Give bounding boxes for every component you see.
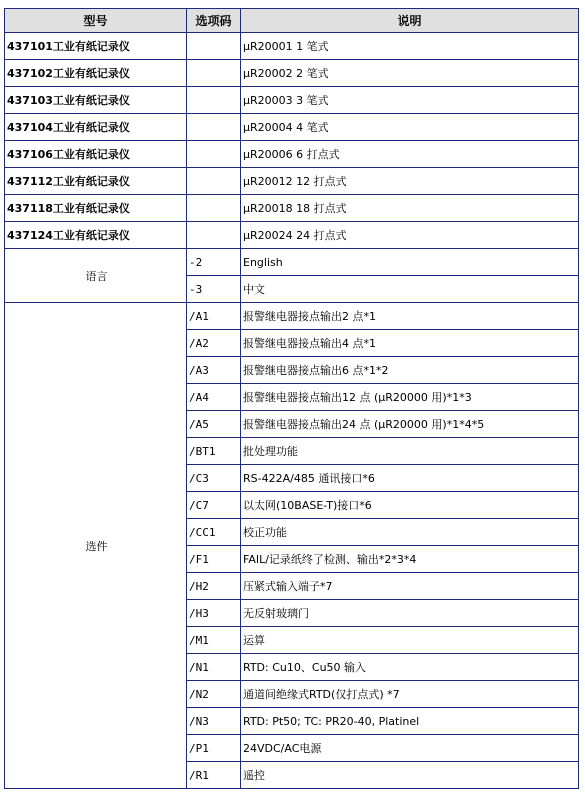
option-description: RS-422A/485 通讯接口*6 — [241, 465, 579, 492]
option-description: 运算 — [241, 627, 579, 654]
model-row — [5, 33, 579, 60]
option-description: 报警继电器接点输出6 点*1*2 — [241, 357, 579, 384]
header-model: 型号 — [5, 9, 187, 33]
option-description: RTD: Pt50; TC: PR20-40, Platinel — [241, 708, 579, 735]
model-description: μR20002 2 笔式 — [241, 60, 579, 87]
option-code: /F1 — [187, 546, 241, 573]
header-option-code: 选项码 — [187, 9, 241, 33]
option-description: 报警继电器接点输出4 点*1 — [241, 330, 579, 357]
option-code: /H3 — [187, 600, 241, 627]
header-description: 说明 — [241, 9, 579, 33]
option-code: /R1 — [187, 762, 241, 789]
option-code-cell — [187, 60, 241, 87]
model-name: 437124工业有纸记录仪 — [5, 222, 187, 249]
model-description: μR20001 1 笔式 — [241, 33, 579, 60]
option-code-cell — [187, 222, 241, 249]
option-code: /H2 — [187, 573, 241, 600]
option-description: FAIL/记录纸终了检测、输出*2*3*4 — [241, 546, 579, 573]
option-description: 批处理功能 — [241, 438, 579, 465]
language-row — [5, 249, 579, 276]
option-code: /BT1 — [187, 438, 241, 465]
option-description: RTD: Cu10、Cu50 输入 — [241, 654, 579, 681]
option-description: 遥控 — [241, 762, 579, 789]
model-row — [5, 195, 579, 222]
option-code-cell — [187, 87, 241, 114]
option-code: /A1 — [187, 303, 241, 330]
model-row — [5, 114, 579, 141]
option-code: /A3 — [187, 357, 241, 384]
model-name: 437101工业有纸记录仪 — [5, 33, 187, 60]
option-code-cell — [187, 141, 241, 168]
option-description: 无反射玻璃门 — [241, 600, 579, 627]
model-name: 437118工业有纸记录仪 — [5, 195, 187, 222]
model-row — [5, 168, 579, 195]
option-code: /N3 — [187, 708, 241, 735]
option-code: /M1 — [187, 627, 241, 654]
option-code: -2 — [187, 249, 241, 276]
model-description: μR20003 3 笔式 — [241, 87, 579, 114]
option-code: /A4 — [187, 384, 241, 411]
option-description: 校正功能 — [241, 519, 579, 546]
model-row — [5, 141, 579, 168]
model-description: μR20004 4 笔式 — [241, 114, 579, 141]
option-code: /C7 — [187, 492, 241, 519]
model-row — [5, 222, 579, 249]
option-code-cell — [187, 114, 241, 141]
option-description: English — [241, 249, 579, 276]
option-code-cell — [187, 168, 241, 195]
model-row — [5, 87, 579, 114]
option-description: 中文 — [241, 276, 579, 303]
option-code: /CC1 — [187, 519, 241, 546]
option-description: 报警继电器接点输出2 点*1 — [241, 303, 579, 330]
option-description: 24VDC/AC电源 — [241, 735, 579, 762]
model-description: μR20024 24 打点式 — [241, 222, 579, 249]
model-description: μR20018 18 打点式 — [241, 195, 579, 222]
model-name: 437112工业有纸记录仪 — [5, 168, 187, 195]
header-row — [5, 9, 579, 33]
model-name: 437104工业有纸记录仪 — [5, 114, 187, 141]
option-code: /N1 — [187, 654, 241, 681]
option-code: -3 — [187, 276, 241, 303]
option-code-cell — [187, 195, 241, 222]
option-description: 通道间绝缘式RTD(仅打点式) *7 — [241, 681, 579, 708]
model-name: 437106工业有纸记录仪 — [5, 141, 187, 168]
option-description: 报警继电器接点输出24 点 (μR20000 用)*1*4*5 — [241, 411, 579, 438]
language-group-label: 语言 — [5, 249, 187, 303]
option-code: /A5 — [187, 411, 241, 438]
option-description: 压紧式输入端子*7 — [241, 573, 579, 600]
option-code: /N2 — [187, 681, 241, 708]
option-description: 报警继电器接点输出12 点 (μR20000 用)*1*3 — [241, 384, 579, 411]
model-description: μR20006 6 打点式 — [241, 141, 579, 168]
option-code: /C3 — [187, 465, 241, 492]
option-code: /P1 — [187, 735, 241, 762]
spec-table — [4, 8, 579, 789]
model-name: 437103工业有纸记录仪 — [5, 87, 187, 114]
option-code: /A2 — [187, 330, 241, 357]
model-description: μR20012 12 打点式 — [241, 168, 579, 195]
options-group-label: 选件 — [5, 303, 187, 789]
option-code-cell — [187, 33, 241, 60]
table-body — [5, 33, 579, 789]
model-row — [5, 60, 579, 87]
model-name: 437102工业有纸记录仪 — [5, 60, 187, 87]
option-description: 以太网(10BASE-T)接口*6 — [241, 492, 579, 519]
option-row — [5, 303, 579, 330]
